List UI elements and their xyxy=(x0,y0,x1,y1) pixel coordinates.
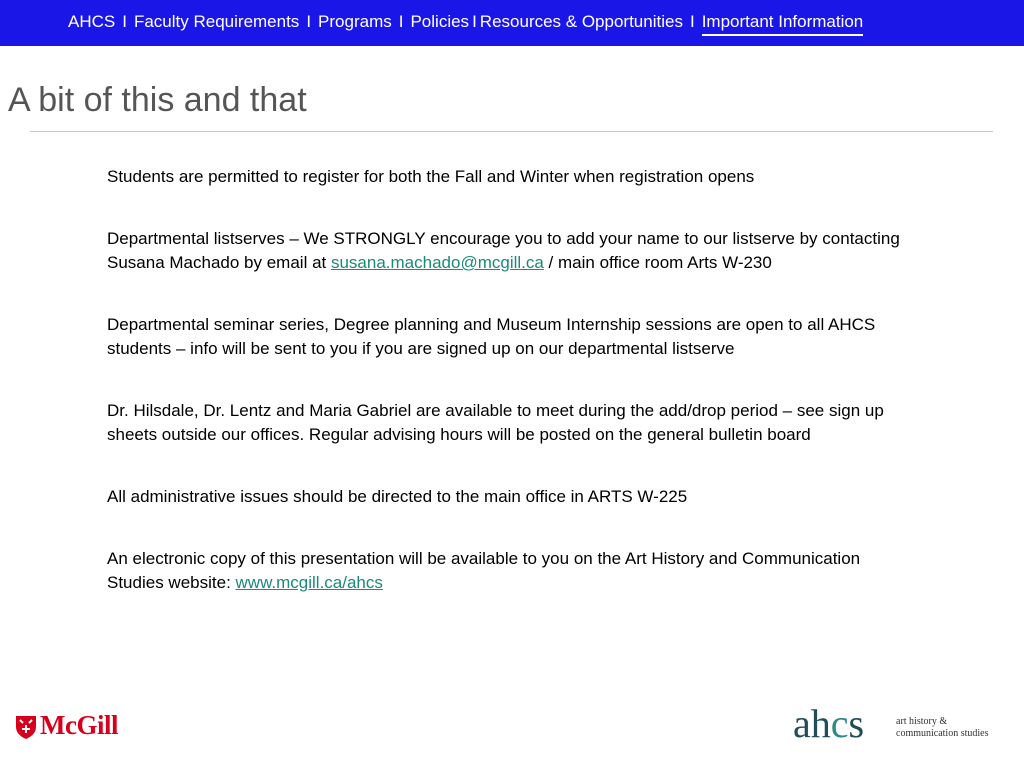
paragraph-registration: Students are permitted to register for both the Fall and Winter when registration opens xyxy=(107,167,755,186)
ahcs-tagline-line-2: communication studies xyxy=(896,728,989,739)
content-body xyxy=(107,165,907,633)
nav-separator: I xyxy=(398,12,404,31)
paragraph-seminar-series: Departmental seminar series, Degree planning and Museum Internship sessions are open to all AHCS students – info will be sent to you if you are signed up on our departmental listserve xyxy=(107,315,876,358)
nav-separator: I xyxy=(689,12,695,31)
paragraph-electronic-copy xyxy=(107,547,907,595)
paragraph-advisors: Dr. Hilsdale, Dr. Lentz and Maria Gabriel are available to meet during the add/drop period – see sign up sheets outside our offices. Regular advising hours will be posted on the general bulletin board xyxy=(107,401,884,444)
nav-separator: I xyxy=(122,12,127,31)
mcgill-logo xyxy=(14,710,144,744)
page-title: A bit of this and that xyxy=(8,81,307,119)
website-text: An electronic copy of this presentation will be available to you on the Art History and Communication Studies website: xyxy=(107,549,861,592)
paragraph-administrative: All administrative issues should be directed to the main office in ARTS W-225 xyxy=(107,487,688,506)
ahcs-logo xyxy=(793,702,1013,752)
website-link[interactable]: www.mcgill.ca/ahcs xyxy=(235,573,383,592)
ahcs-tagline xyxy=(896,716,989,740)
ahcs-tagline-line-1: art history & xyxy=(896,716,948,727)
title-divider xyxy=(30,131,993,132)
nav-item-resources[interactable]: Resources & Opportunities xyxy=(479,12,683,31)
nav-item-ahcs[interactable]: AHCS xyxy=(68,12,116,31)
nav-item-faculty-requirements[interactable]: Faculty Requirements xyxy=(133,12,300,31)
top-navigation-bar xyxy=(0,0,1024,46)
nav-item-policies[interactable]: Policies xyxy=(410,12,470,31)
ahcs-wordmark-ah: ah xyxy=(793,701,831,746)
email-link[interactable]: susana.machado@mcgill.ca xyxy=(330,253,544,272)
listserve-text: Departmental listserves – We STRONGLY encourage you to add your name to our listserve by contacting Susana Machado by email at xyxy=(107,229,900,272)
ahcs-wordmark-c: c xyxy=(830,701,849,746)
nav-separator: I xyxy=(472,12,477,31)
nav-item-important-information[interactable]: Important Information xyxy=(702,11,864,36)
nav-items xyxy=(68,11,1014,36)
mcgill-wordmark: McGill xyxy=(40,710,118,740)
mcgill-shield-icon xyxy=(14,714,38,740)
ahcs-wordmark-s: s xyxy=(848,701,865,746)
ahcs-wordmark xyxy=(793,702,864,746)
office-text: / main office room Arts W-230 xyxy=(543,253,772,272)
nav-separator: I xyxy=(306,12,312,31)
paragraph-listserves xyxy=(107,227,907,275)
nav-item-programs[interactable]: Programs xyxy=(318,12,392,31)
